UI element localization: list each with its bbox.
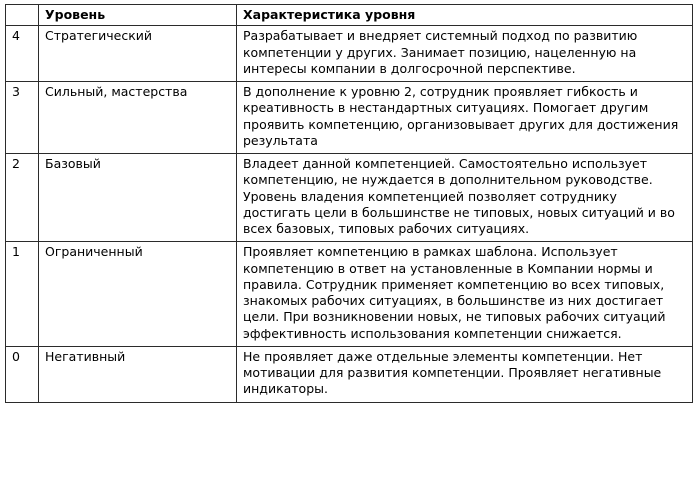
competency-levels-table [5, 4, 693, 403]
level-name: Базовый [39, 154, 237, 242]
level-description: Не проявляет даже отдельные элементы компетенции. Нет мотивации для развития компетенции. Проявляет негативные индикаторы. [237, 346, 693, 402]
table-row [6, 154, 693, 242]
level-description: Разрабатывает и внедряет системный подход по развитию компетенции у других. Занимает позицию, нацеленную на интересы компании в долгосрочной перспективе. [237, 26, 693, 82]
table-row [6, 26, 693, 82]
level-name: Сильный, мастерства [39, 82, 237, 154]
level-number: 2 [6, 154, 39, 242]
level-name: Негативный [39, 346, 237, 402]
table-row [6, 242, 693, 347]
header-description: Характеристика уровня [237, 5, 693, 26]
header-number [6, 5, 39, 26]
level-number: 4 [6, 26, 39, 82]
table-row [6, 346, 693, 402]
level-description: В дополнение к уровню 2, сотрудник проявляет гибкость и креативность в нестандартных ситуациях. Помогает другим проявить компетенцию, организовывает других для достижения результата [237, 82, 693, 154]
level-name: Стратегический [39, 26, 237, 82]
table-row [6, 82, 693, 154]
level-description: Владеет данной компетенцией. Самостоятельно использует компетенцию, не нуждается в дополнительном руководстве. Уровень владения компетенцией позволяет сотруднику достигать цели в большинстве не типовых, новых ситуаций и во всех базовых, типовых рабочих ситуациях. [237, 154, 693, 242]
table-header-row [6, 5, 693, 26]
level-number: 1 [6, 242, 39, 347]
header-level: Уровень [39, 5, 237, 26]
level-number: 3 [6, 82, 39, 154]
level-description: Проявляет компетенцию в рамках шаблона. Использует компетенцию в ответ на установленные в Компании нормы и правила. Сотрудник применяет компетенцию во всех типовых, знакомых рабочих ситуациях, в большинстве из них достигает цели. При возникновении новых, не типовых рабочих ситуаций эффективность использования компетенции снижается. [237, 242, 693, 347]
level-number: 0 [6, 346, 39, 402]
level-name: Ограниченный [39, 242, 237, 347]
